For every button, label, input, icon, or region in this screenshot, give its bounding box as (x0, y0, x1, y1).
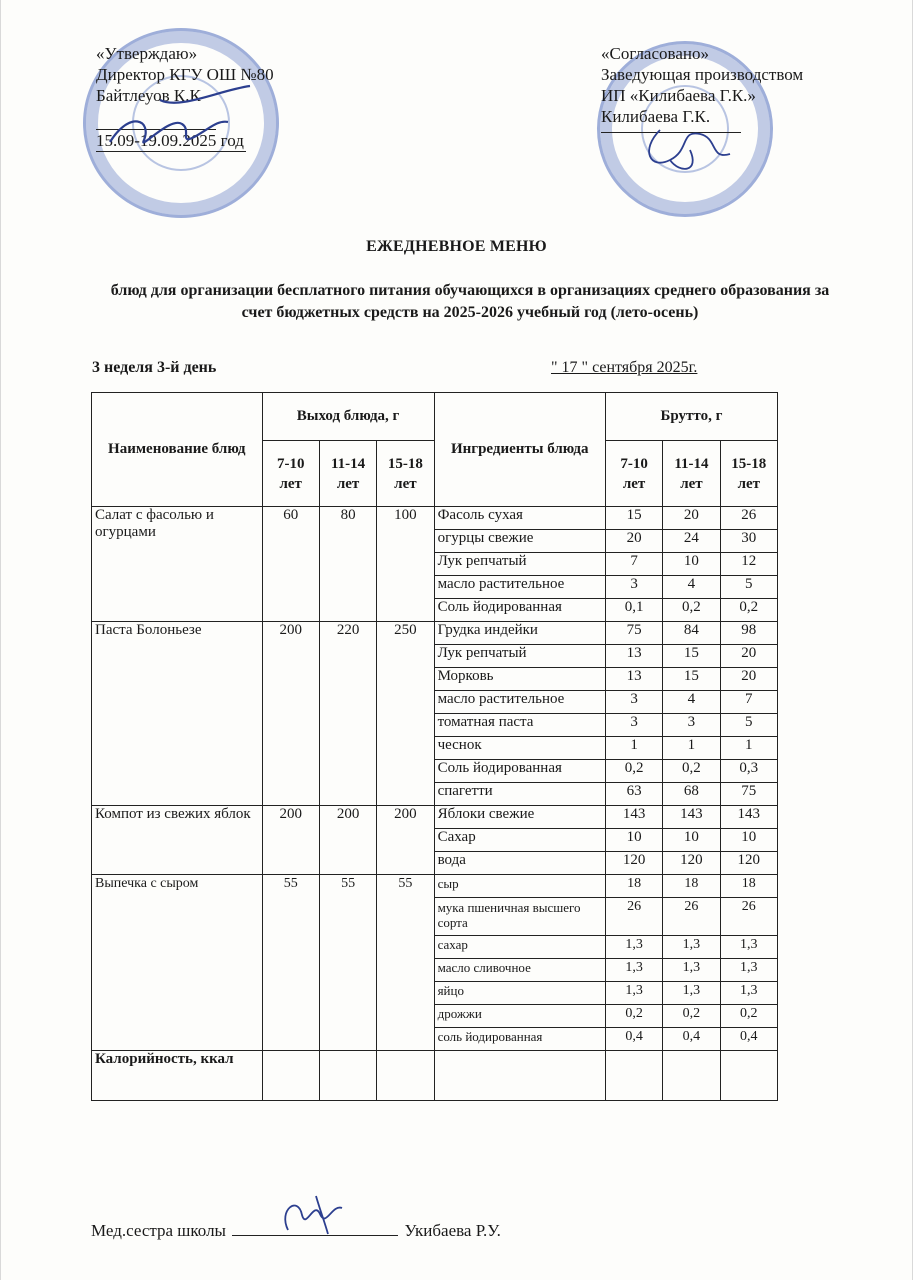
gross-value: 1,3 (720, 959, 777, 982)
calories-label: Калорийность, ккал (92, 1051, 263, 1101)
ingredient-name: масло растительное (434, 576, 605, 599)
gross-value: 30 (720, 530, 777, 553)
menu-date: " 17 " сентября 2025г. (551, 359, 698, 376)
agree-position: Заведующая производством (601, 65, 804, 84)
document-title: ЕЖЕДНЕВНОЕ МЕНЮ (366, 238, 547, 255)
nurse-name: Укибаева Р.У. (404, 1221, 501, 1240)
week-day-label: 3 неделя 3-й день (92, 359, 217, 376)
gross-value: 7 (605, 553, 662, 576)
ingredient-name: масло растительное (434, 691, 605, 714)
gross-value: 75 (605, 622, 662, 645)
ingredient-name: соль йодированная (434, 1028, 605, 1051)
dish-name: Паста Болоньезе (92, 622, 263, 806)
gross-value: 1,3 (605, 936, 662, 959)
gross-value: 98 (720, 622, 777, 645)
ingredient-name: Соль йодированная (434, 599, 605, 622)
ingredient-name: Сахар (434, 829, 605, 852)
header-dish: Наименование блюд (92, 393, 263, 507)
ingredient-name: спагетти (434, 783, 605, 806)
gross-value: 68 (663, 783, 720, 806)
gross-value: 15 (663, 645, 720, 668)
table-row (92, 875, 778, 898)
gross-value: 0,3 (720, 760, 777, 783)
ingredient-name: огурцы свежие (434, 530, 605, 553)
gross-value: 18 (605, 875, 662, 898)
dish-name: Салат с фасолью и огурцами (92, 507, 263, 622)
gross-value: 0,2 (663, 599, 720, 622)
gross-value: 26 (605, 898, 662, 936)
gross-value: 5 (720, 576, 777, 599)
header-yield: Выход блюда, г (262, 393, 434, 441)
dish-yield: 55 (319, 875, 376, 1051)
approve-name: Байтлеуов К.К (96, 86, 201, 105)
header-yield-age3: 15-18 лет (377, 441, 434, 507)
document-subtitle: блюд для организации бесплатного питания обучающихся в организациях среднего образования за счет бюджетных средств на 2025-2026 учебный год (лето-осень) (110, 282, 830, 321)
manager-signature-icon (630, 110, 750, 180)
dish-yield: 200 (319, 806, 376, 875)
gross-value: 10 (663, 553, 720, 576)
dish-yield: 100 (377, 507, 434, 622)
gross-value: 0,2 (720, 1005, 777, 1028)
gross-value: 120 (720, 852, 777, 875)
ingredient-name: дрожжи (434, 1005, 605, 1028)
gross-value: 4 (663, 576, 720, 599)
gross-value: 4 (663, 691, 720, 714)
nurse-label: Мед.сестра школы (91, 1221, 226, 1240)
ingredient-name: сыр (434, 875, 605, 898)
dish-yield: 60 (262, 507, 319, 622)
gross-value: 13 (605, 668, 662, 691)
gross-value: 7 (720, 691, 777, 714)
gross-value: 24 (663, 530, 720, 553)
gross-value: 5 (720, 714, 777, 737)
dish-yield: 200 (262, 622, 319, 806)
gross-value: 20 (720, 645, 777, 668)
gross-value: 0,2 (605, 760, 662, 783)
gross-value: 1,3 (663, 982, 720, 1005)
gross-value: 0,4 (663, 1028, 720, 1051)
gross-value: 20 (663, 507, 720, 530)
dish-yield: 250 (377, 622, 434, 806)
gross-value: 10 (605, 829, 662, 852)
gross-value: 10 (720, 829, 777, 852)
ingredient-name: Соль йодированная (434, 760, 605, 783)
nurse-signature-line (232, 1222, 398, 1236)
gross-value: 63 (605, 783, 662, 806)
header-ingredients: Ингредиенты блюда (434, 393, 605, 507)
gross-value: 0,4 (605, 1028, 662, 1051)
gross-value: 0,2 (720, 599, 777, 622)
ingredient-name: яйцо (434, 982, 605, 1005)
ingredient-name: мука пшеничная высшего сорта (434, 898, 605, 936)
gross-value: 143 (605, 806, 662, 829)
ingredient-name: Фасоль сухая (434, 507, 605, 530)
header-yield-age1: 7-10 лет (262, 441, 319, 507)
ingredient-name: чеснок (434, 737, 605, 760)
gross-value: 0,2 (605, 1005, 662, 1028)
ingredient-name: Лук репчатый (434, 553, 605, 576)
gross-value: 1,3 (605, 959, 662, 982)
gross-value: 143 (720, 806, 777, 829)
ingredient-name: вода (434, 852, 605, 875)
header-gross-age1: 7-10 лет (605, 441, 662, 507)
approve-title: «Утверждаю» (96, 44, 198, 63)
header-gross-age2: 11-14 лет (663, 441, 720, 507)
menu-table (91, 392, 778, 1101)
gross-value: 26 (720, 898, 777, 936)
ingredient-name: сахар (434, 936, 605, 959)
agree-name: Килибаева Г.К. (601, 107, 711, 126)
agree-org: ИП «Килибаева Г.К.» (601, 86, 756, 105)
gross-value: 3 (605, 714, 662, 737)
gross-value: 0,2 (663, 1005, 720, 1028)
gross-value: 1 (720, 737, 777, 760)
gross-value: 1 (663, 737, 720, 760)
gross-value: 13 (605, 645, 662, 668)
approve-date: 15.09-19.09.2025 год (96, 131, 244, 150)
gross-value: 3 (663, 714, 720, 737)
gross-value: 1,3 (663, 936, 720, 959)
gross-value: 15 (663, 668, 720, 691)
gross-value: 26 (720, 507, 777, 530)
dish-name: Выпечка с сыром (92, 875, 263, 1051)
gross-value: 0,2 (663, 760, 720, 783)
dish-yield: 200 (262, 806, 319, 875)
dish-yield: 55 (262, 875, 319, 1051)
ingredient-name: Морковь (434, 668, 605, 691)
gross-value: 1,3 (663, 959, 720, 982)
ingredient-name: Грудка индейки (434, 622, 605, 645)
dish-yield: 55 (377, 875, 434, 1051)
gross-value: 75 (720, 783, 777, 806)
gross-value: 143 (663, 806, 720, 829)
gross-value: 1,3 (605, 982, 662, 1005)
header-yield-age2: 11-14 лет (319, 441, 376, 507)
gross-value: 10 (663, 829, 720, 852)
gross-value: 0,1 (605, 599, 662, 622)
gross-value: 84 (663, 622, 720, 645)
calories-row (92, 1051, 778, 1101)
table-row (92, 622, 778, 645)
gross-value: 15 (605, 507, 662, 530)
gross-value: 12 (720, 553, 777, 576)
approve-position: Директор КГУ ОШ №80 (96, 65, 274, 84)
gross-value: 1 (605, 737, 662, 760)
ingredient-name: томатная паста (434, 714, 605, 737)
dish-yield: 200 (377, 806, 434, 875)
ingredient-name: Лук репчатый (434, 645, 605, 668)
gross-value: 20 (605, 530, 662, 553)
gross-value: 0,4 (720, 1028, 777, 1051)
gross-value: 18 (720, 875, 777, 898)
table-row (92, 507, 778, 530)
table-row (92, 806, 778, 829)
gross-value: 3 (605, 576, 662, 599)
gross-value: 120 (605, 852, 662, 875)
dish-yield: 80 (319, 507, 376, 622)
dish-name: Компот из свежих яблок (92, 806, 263, 875)
gross-value: 3 (605, 691, 662, 714)
director-signature-icon (100, 80, 260, 160)
ingredient-name: масло сливочное (434, 959, 605, 982)
header-gross-age3: 15-18 лет (720, 441, 777, 507)
gross-value: 20 (720, 668, 777, 691)
gross-value: 120 (663, 852, 720, 875)
gross-value: 18 (663, 875, 720, 898)
gross-value: 26 (663, 898, 720, 936)
header-gross: Брутто, г (605, 393, 777, 441)
footer-signature (91, 1221, 501, 1241)
gross-value: 1,3 (720, 982, 777, 1005)
ingredient-name: Яблоки свежие (434, 806, 605, 829)
gross-value: 1,3 (720, 936, 777, 959)
dish-yield: 220 (319, 622, 376, 806)
agree-title: «Согласовано» (601, 44, 709, 63)
